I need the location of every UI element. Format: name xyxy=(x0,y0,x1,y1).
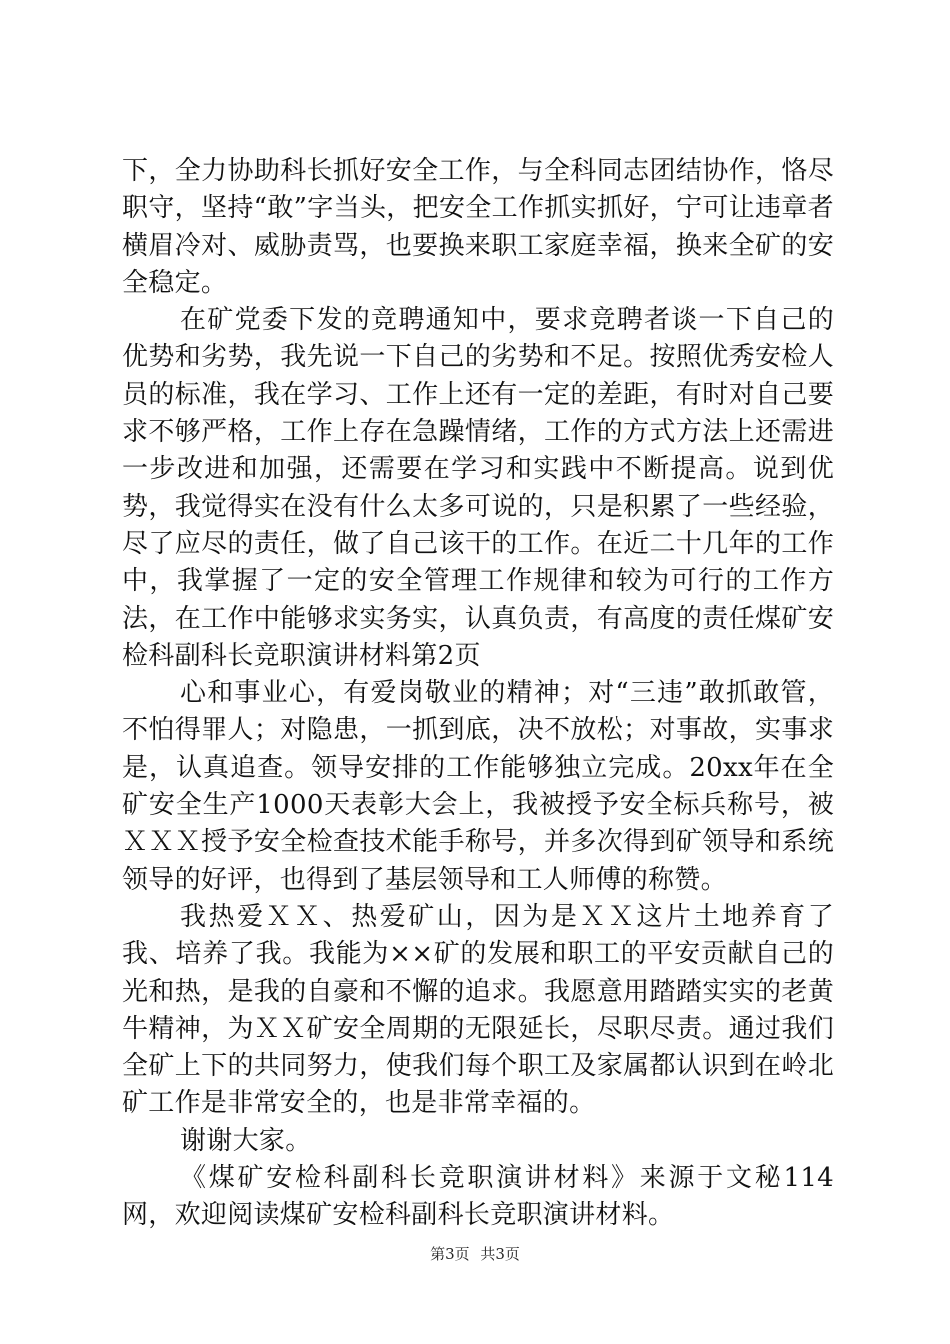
paragraph-source-note: 《煤矿安检科副科长竞职演讲材料》来源于文秘114网，欢迎阅读煤矿安检科副科长竞职演讲材料。 xyxy=(122,1163,834,1231)
page-footer xyxy=(0,1243,950,1264)
paragraph-achievements: 心和事业心，有爱岗敬业的精神；对“三违”敢抓敢管，不怕得罪人；对隐患，一抓到底，决不放松；对事故，实事求是，认真追查。领导安排的工作能够独立完成。20xx年在全矿安全生产1000天表彰大会上，我被授予安全标兵称号，被ＸＸＸ授予安全检查技术能手称号，并多次得到矿领导和系统领导的好评，也得到了基层领导和工人师傅的称赞。 xyxy=(122,678,834,895)
paragraph-commitment: 我热爱ＸＸ、热爱矿山，因为是ＸＸ这片土地养育了我、培养了我。我能为××矿的发展和职工的平安贡献自己的光和热，是我的自豪和不懈的追求。我愿意用踏踏实实的老黄牛精神，为ＸＸ矿安全周期的无限延长，尽职尽责。通过我们全矿上下的共同努力，使我们每个职工及家属都认识到在岭北矿工作是非常安全的，也是非常幸福的。 xyxy=(122,901,834,1119)
paragraph-thanks: 谢谢大家。 xyxy=(180,1125,312,1156)
document-body xyxy=(122,153,834,1235)
paragraph-continuation: 下，全力协助科长抓好安全工作，与全科同志团结协作，恪尽职守，坚持“敢”字当头，把安全工作抓实抓好，宁可让违章者横眉冷对、威胁责骂，也要换来职工家庭幸福，换来全矿的安全稳定。 xyxy=(122,156,834,298)
page-number: 第3页 xyxy=(430,1245,470,1263)
paragraph-strengths-weaknesses: 在矿党委下发的竞聘通知中，要求竞聘者谈一下自己的优势和劣势，我先说一下自己的劣势和不足。按照优秀安检人员的标准，我在学习、工作上还有一定的差距，有时对自己要求不够严格，工作上存在急躁情绪，工作的方式方法上还需进一步改进和加强，还需要在学习和实践中不断提高。说到优势，我觉得实在没有什么太多可说的，只是积累了一些经验，尽了应尽的责任，做了自己该干的工作。在近二十几年的工作中，我掌握了一定的安全管理工作规律和较为可行的工作方法，在工作中能够求实务实，认真负责，有高度的责任煤矿安检科副科长竞职演讲材料第2页 xyxy=(122,305,834,671)
page-total: 共3页 xyxy=(480,1245,520,1263)
